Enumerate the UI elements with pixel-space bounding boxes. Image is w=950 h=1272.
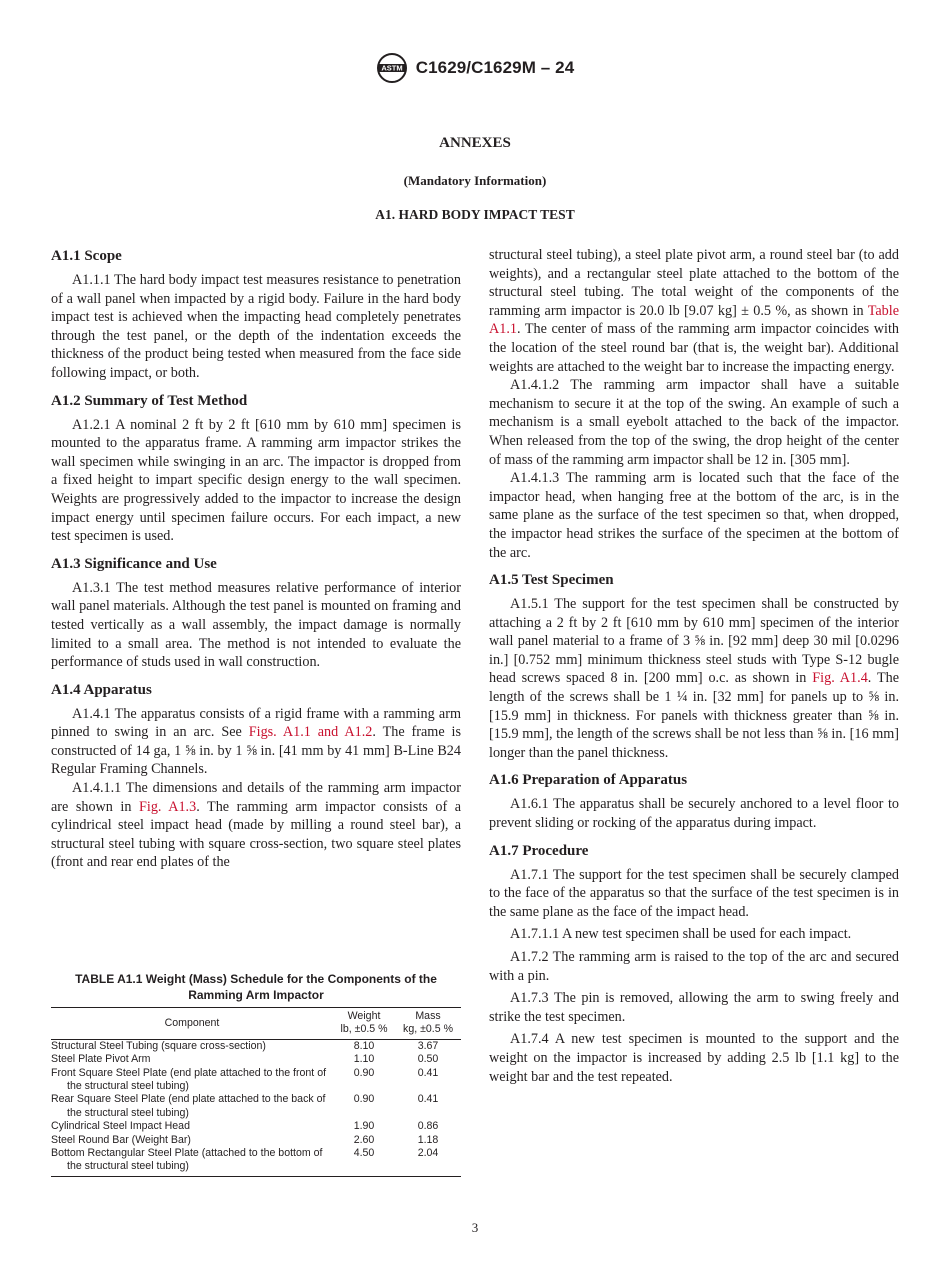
fig-a1-4-link[interactable]: Fig. A1.4 (812, 670, 868, 687)
scope-heading: A1.1 Scope (51, 248, 122, 264)
row-component: Steel Plate Pivot Arm (51, 1053, 151, 1066)
astm-logo-icon (376, 52, 408, 84)
table-caption: TABLE A1.1 Weight (Mass) Schedule for the Components of the Ramming Arm Impactor (75, 972, 437, 1002)
apparatus-paragraph-a1-4-1 (51, 705, 461, 779)
row-weight: 4.50 (333, 1147, 395, 1176)
page-header (0, 52, 950, 84)
header-weight-line1: Weight (347, 1010, 381, 1022)
weight-schedule-table (51, 1007, 461, 1177)
row-mass: 0.86 (417, 1120, 439, 1133)
procedure-paragraph-a1-7-2: A1.7.2 The ramming arm is raised to the top of the arc and secured with a pin. (489, 949, 899, 984)
apparatus-heading: A1.4 Apparatus (51, 681, 152, 698)
mandatory-info-title: (Mandatory Information) (403, 173, 547, 188)
right-column (489, 246, 899, 1086)
row-mass: 0.50 (417, 1053, 439, 1066)
row-component: Bottom Rectangular Steel Plate (attached to the bottom of the structural steel tubing) (51, 1147, 323, 1173)
fig-a1-3-link[interactable]: Fig. A1.3 (139, 798, 197, 815)
table-row (51, 1067, 461, 1094)
preparation-paragraph: A1.6.1 The apparatus shall be securely anchored to a level floor to prevent sliding or rocking of the apparatus during impact. (489, 796, 899, 832)
header-weight (333, 1008, 395, 1040)
row-mass: 3.67 (417, 1039, 439, 1052)
annexes-title: ANNEXES (439, 135, 511, 151)
specimen-text-2: . The length of the screws shall be 1 ¼ in. [32 mm] for panels up to ⅝ in. [15.9 mm] in thickness. For panels with thickness greater than ⅝ in. [15.9 mm], the length of the screws shall be not less than ⅝ in. [16 mm] longer than the panel thickness. (489, 670, 899, 761)
summary-paragraph: A1.2.1 A nominal 2 ft by 2 ft [610 mm by 610 mm] specimen is mounted to the apparatus frame. A ramming arm impactor strikes the wall specimen while swinging in an arc. The impactor is dropped from a fixed height to impart specific design energy to the wall specimen. Weights are progressively added to the impactor to increase the design impact energy until specimen failure occurs. For each impact, a new test specimen is used. (51, 416, 461, 545)
header-component: Component (51, 1008, 333, 1040)
summary-heading: A1.2 Summary of Test Method (51, 392, 248, 409)
procedure-paragraph-a1-7-4: A1.7.4 A new test specimen is mounted to the support and the weight on the impactor is increased by adding 2.5 lb [1.1 kg] to the weight bar and the test repeated. (489, 1031, 899, 1085)
specimen-text-1: A1.5.1 The support for the test specimen shall be constructed by attaching a 2 ft by 2 ft [610 mm by 610 mm] specimen of the interior wall panel material to a frame of 3 ⅝ in. [92 mm] deep 30 mil [0.0296 in.] [0.752 mm] minimum thickness steel studs with Type S-12 bugle head screws spaced 8 in. [200 mm] o.c. as shown in (489, 596, 899, 687)
row-component: Front Square Steel Plate (end plate attached to the front of the structural steel tubing) (51, 1066, 327, 1093)
row-weight: 2.60 (353, 1133, 375, 1146)
preparation-heading: A1.6 Preparation of Apparatus (489, 772, 688, 789)
row-weight: 0.90 (353, 1066, 375, 1079)
significance-paragraph: A1.3.1 The test method measures relative performance of interior wall panel materials. Although the test panel is mounted on framing and tested vertically as a wall assembly, the impact damage is normally limited to a small area. The method is not intended to evaluate the performance of studs used in wall construction. (51, 579, 461, 671)
procedure-paragraph-a1-7-1-1: A1.7.1.1 A new test specimen shall be used for each impact. (510, 926, 852, 943)
row-mass: 2.04 (395, 1147, 461, 1176)
row-mass: 0.41 (417, 1093, 439, 1106)
table-row (51, 1147, 461, 1176)
specimen-paragraph (489, 595, 899, 762)
astm-logo-text: ASTM (381, 63, 403, 73)
table-row (51, 1053, 461, 1066)
document-id: C1629/C1629M – 24 (415, 58, 575, 77)
figs-a1-1-a1-2-link[interactable]: Figs. A1.1 and A1.2 (248, 724, 373, 741)
apparatus-text-1: A1.4.1 The apparatus consists of a rigid frame with a ramming arm pinned to swing in an arc. See (51, 705, 461, 741)
row-weight: 1.90 (353, 1120, 375, 1133)
apparatus-text-6: . The center of mass of the ramming arm impactor coincides with the location of the steel round bar (that is, the weight bar). Additional weights are attached to the weight bar to increase the impacting energy. (489, 321, 899, 375)
row-weight: 0.90 (353, 1093, 375, 1106)
table-row (51, 1093, 461, 1120)
procedure-paragraph-a1-7-1: A1.7.1 The support for the test specimen shall be securely clamped to the face of the apparatus so that the surface of the test specimen is in the same plane as the face of the impact head. (489, 866, 899, 920)
table-row (51, 1120, 461, 1133)
procedure-heading: A1.7 Procedure (489, 842, 589, 859)
table-a1-1-link[interactable]: Table A1.1 (489, 302, 899, 338)
header-mass-line1: Mass (415, 1010, 441, 1022)
apparatus-text-3: A1.4.1.1 The dimensions and details of the ramming arm impactor are shown in (51, 780, 461, 815)
apparatus-paragraph-a1-4-1-2: A1.4.1.2 The ramming arm impactor shall have a suitable mechanism to secure it at the top of the swing. An example of such a mechanism is a small eyebolt attached to the back of the impactor. When released from the top of the swing, the drop height of the center of mass of the ramming arm impactor shall be 12 in. [305 mm]. (489, 377, 899, 468)
procedure-paragraph-a1-7-3: A1.7.3 The pin is removed, allowing the arm to swing freely and strike the test specimen. (489, 990, 899, 1025)
scope-paragraph: A1.1.1 The hard body impact test measures resistance to penetration of a wall panel when impacted by a rigid body. Failure in the hard body impact test is achieved when the impacting head completely penetrates through the test panel, or the depth of the indentation exceeds the thickness of the product being tested when measured from the face side following impact, or both. (51, 272, 461, 381)
row-weight: 1.10 (353, 1053, 375, 1066)
row-mass: 0.41 (417, 1066, 439, 1079)
page-number: 3 (471, 1220, 479, 1235)
specimen-heading: A1.5 Test Specimen (489, 572, 614, 589)
row-mass: 1.18 (417, 1133, 439, 1146)
apparatus-paragraph-continued (489, 246, 899, 376)
significance-heading: A1.3 Significance and Use (51, 555, 217, 572)
row-weight: 8.10 (353, 1039, 375, 1052)
weight-schedule-table-block (51, 972, 461, 1177)
row-component: Rear Square Steel Plate (end plate attached to the back of the structural steel tubing) (51, 1093, 326, 1119)
header-mass (395, 1008, 461, 1040)
header-mass-line2: kg, ±0.5 % (403, 1023, 454, 1036)
table-row (51, 1039, 461, 1053)
row-component: Steel Round Bar (Weight Bar) (51, 1133, 191, 1146)
table-row (51, 1134, 461, 1147)
left-column (51, 246, 461, 872)
apparatus-paragraph-a1-4-1-1 (51, 779, 461, 872)
apparatus-paragraph-a1-4-1-3: A1.4.1.3 The ramming arm is located such that the face of the impactor head, when hanging free at the bottom of the arc, is in the same plane as the surface of the test specimen so that, when dropped, the impactor head strikes the surface of the specimen at the bottom of the arc. (489, 470, 899, 561)
annex-a1-title: A1. HARD BODY IMPACT TEST (375, 207, 575, 222)
header-weight-line2: lb, ±0.5 % (340, 1023, 388, 1036)
row-component: Cylindrical Steel Impact Head (51, 1120, 190, 1133)
row-component: Structural Steel Tubing (square cross-section) (51, 1039, 266, 1052)
apparatus-text-5: structural steel tubing), a steel plate pivot arm, a round steel bar (to add weights), and a rectangular steel plate attached to the bottom of the structural steel tubing. The total weight of the components of the ramming arm impactor is 20.0 lb [9.07 kg] ± 0.5 %, as shown in (489, 247, 899, 319)
apparatus-text-2: . The frame is constructed of 14 ga, 1 ⅝ in. by 1 ⅝ in. [41 mm by 41 mm] B-Line B24 Regular Framing Channels. (51, 724, 461, 778)
apparatus-text-4: . The ramming arm impactor consists of a cylindrical steel impact head (made by milling a round steel bar), a structural steel tubing with square cross-section, two square steel plates (front and rear end plates of the (51, 798, 462, 871)
